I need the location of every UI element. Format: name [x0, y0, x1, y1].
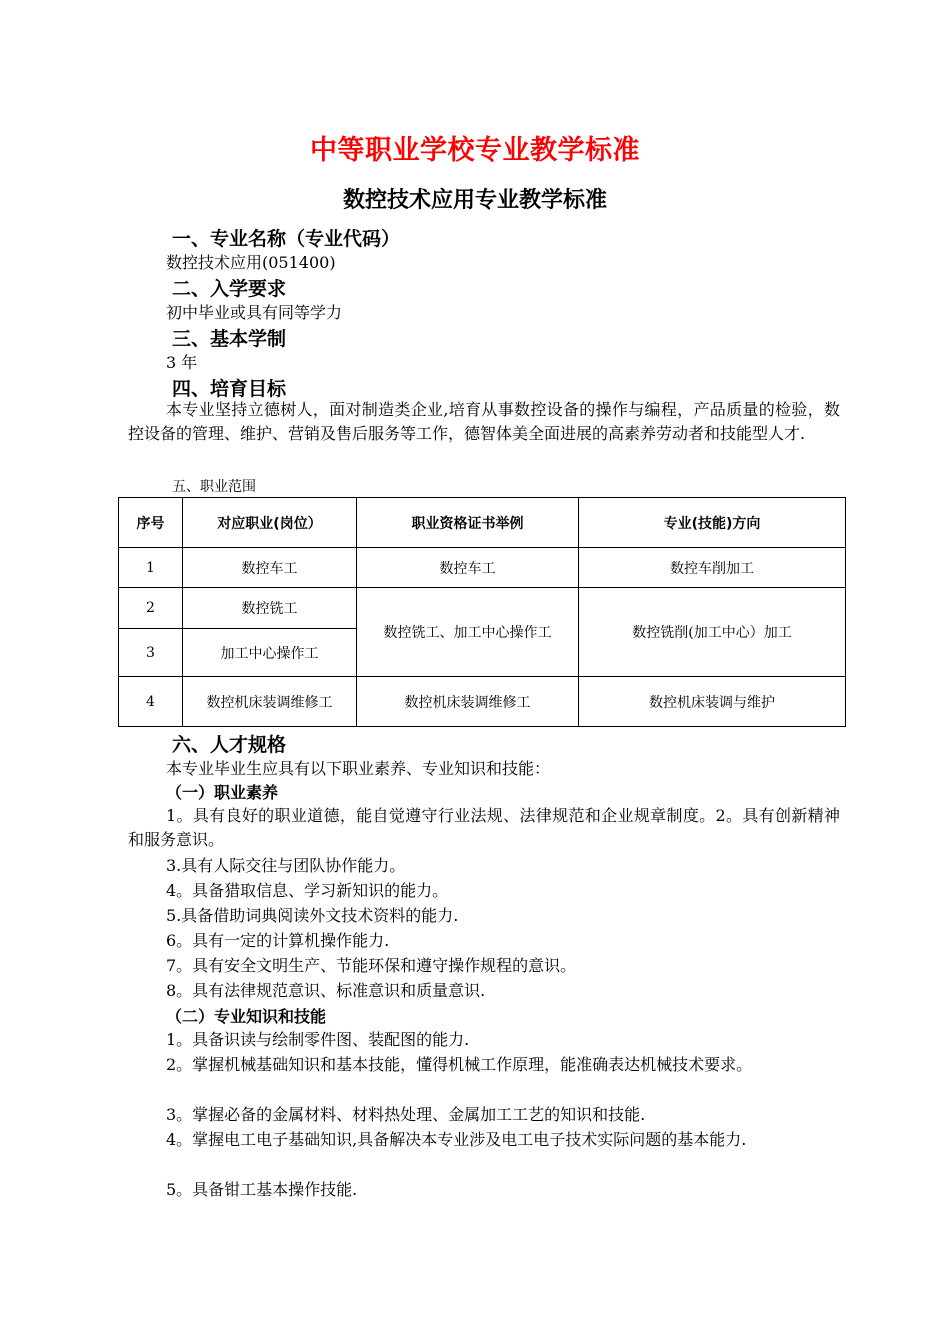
- column-header: 序号: [119, 498, 183, 548]
- subsection-2-heading: （二）专业知识和技能: [166, 1007, 327, 1026]
- section-5-heading: 五、职业范围: [172, 479, 256, 495]
- table-row: [119, 548, 846, 588]
- table-cell: 数控铣工、加工中心操作工: [357, 588, 579, 677]
- section-3-heading: 三、基本学制: [172, 328, 287, 350]
- table-cell: 数控机床装调与维护: [579, 677, 846, 727]
- occupation-table: [118, 497, 846, 727]
- table-cell: 1: [119, 548, 183, 588]
- section-4-heading: 四、培育目标: [172, 378, 287, 400]
- section-6-heading: 六、人才规格: [172, 734, 287, 756]
- section-6-intro: 本专业毕业生应具有以下职业素养、专业知识和技能：: [166, 759, 551, 778]
- section-3-text: 3 年: [166, 353, 198, 372]
- table-cell: 加工中心操作工: [183, 629, 357, 677]
- list-item: 1。具有良好的职业道德，能自觉遵守行业法规、法律规范和企业规章制度。2。具有创新精神和服务意识。: [128, 806, 840, 849]
- table-cell: 数控车削加工: [579, 548, 846, 588]
- table-cell: 3: [119, 629, 183, 677]
- list-item: 4。掌握电工电子基础知识,具备解决本专业涉及电工电子技术实际问题的基本能力.: [166, 1130, 747, 1149]
- table-cell: 2: [119, 588, 183, 629]
- column-header: 专业(技能)方向: [579, 498, 846, 548]
- section-2-heading: 二、入学要求: [172, 278, 287, 300]
- table-cell: 4: [119, 677, 183, 727]
- list-item: 1。具备识读与绘制零件图、装配图的能力.: [166, 1030, 470, 1049]
- table-row: [119, 677, 846, 727]
- document-subtitle: 数控技术应用专业教学标准: [342, 188, 607, 213]
- table-cell: 数控车工: [183, 548, 357, 588]
- list-item: 4。具备猎取信息、学习新知识的能力。: [166, 881, 449, 900]
- list-item: 2。掌握机械基础知识和基本技能，懂得机械工作原理，能准确表达机械技术要求。: [166, 1055, 753, 1074]
- list-item: 6。具有一定的计算机操作能力.: [166, 931, 390, 950]
- section-2-text: 初中毕业或具有同等学力: [166, 303, 343, 322]
- table-row: [119, 588, 846, 629]
- section-4-paragraph: 本专业坚持立德树人，面对制造类企业,培育从事数控设备的操作与编程，产品质量的检验，数控设备的管理、维护、营销及售后服务等工作，德智体美全面进展的高素养劳动者和技能型人才.: [128, 400, 840, 443]
- document-title: 中等职业学校专业教学标准: [310, 135, 640, 166]
- list-item: 3。掌握必备的金属材料、材料热处理、金属加工工艺的知识和技能.: [166, 1105, 646, 1124]
- table-cell: 数控机床装调维修工: [183, 677, 357, 727]
- table-header-row: [119, 498, 846, 548]
- table-cell: 数控车工: [357, 548, 579, 588]
- list-item: 5.具备借助词典阅读外文技术资料的能力.: [166, 906, 459, 925]
- list-item: 3.具有人际交往与团队协作能力。: [166, 856, 406, 875]
- table-cell: 数控铣削(加工中心）加工: [579, 588, 846, 677]
- subsection-1-heading: （一）职业素养: [166, 783, 279, 802]
- table-cell: 数控铣工: [183, 588, 357, 629]
- column-header: 对应职业(岗位）: [183, 498, 357, 548]
- table-cell: 数控机床装调维修工: [357, 677, 579, 727]
- list-item: 7。具有安全文明生产、节能环保和遵守操作规程的意识。: [166, 956, 577, 975]
- list-item: 8。具有法律规范意识、标准意识和质量意识.: [166, 981, 486, 1000]
- section-1-text: 数控技术应用(051400): [166, 253, 336, 272]
- column-header: 职业资格证书举例: [357, 498, 579, 548]
- section-1-heading: 一、专业名称（专业代码）: [172, 228, 401, 250]
- list-item: 5。具备钳工基本操作技能.: [166, 1180, 358, 1199]
